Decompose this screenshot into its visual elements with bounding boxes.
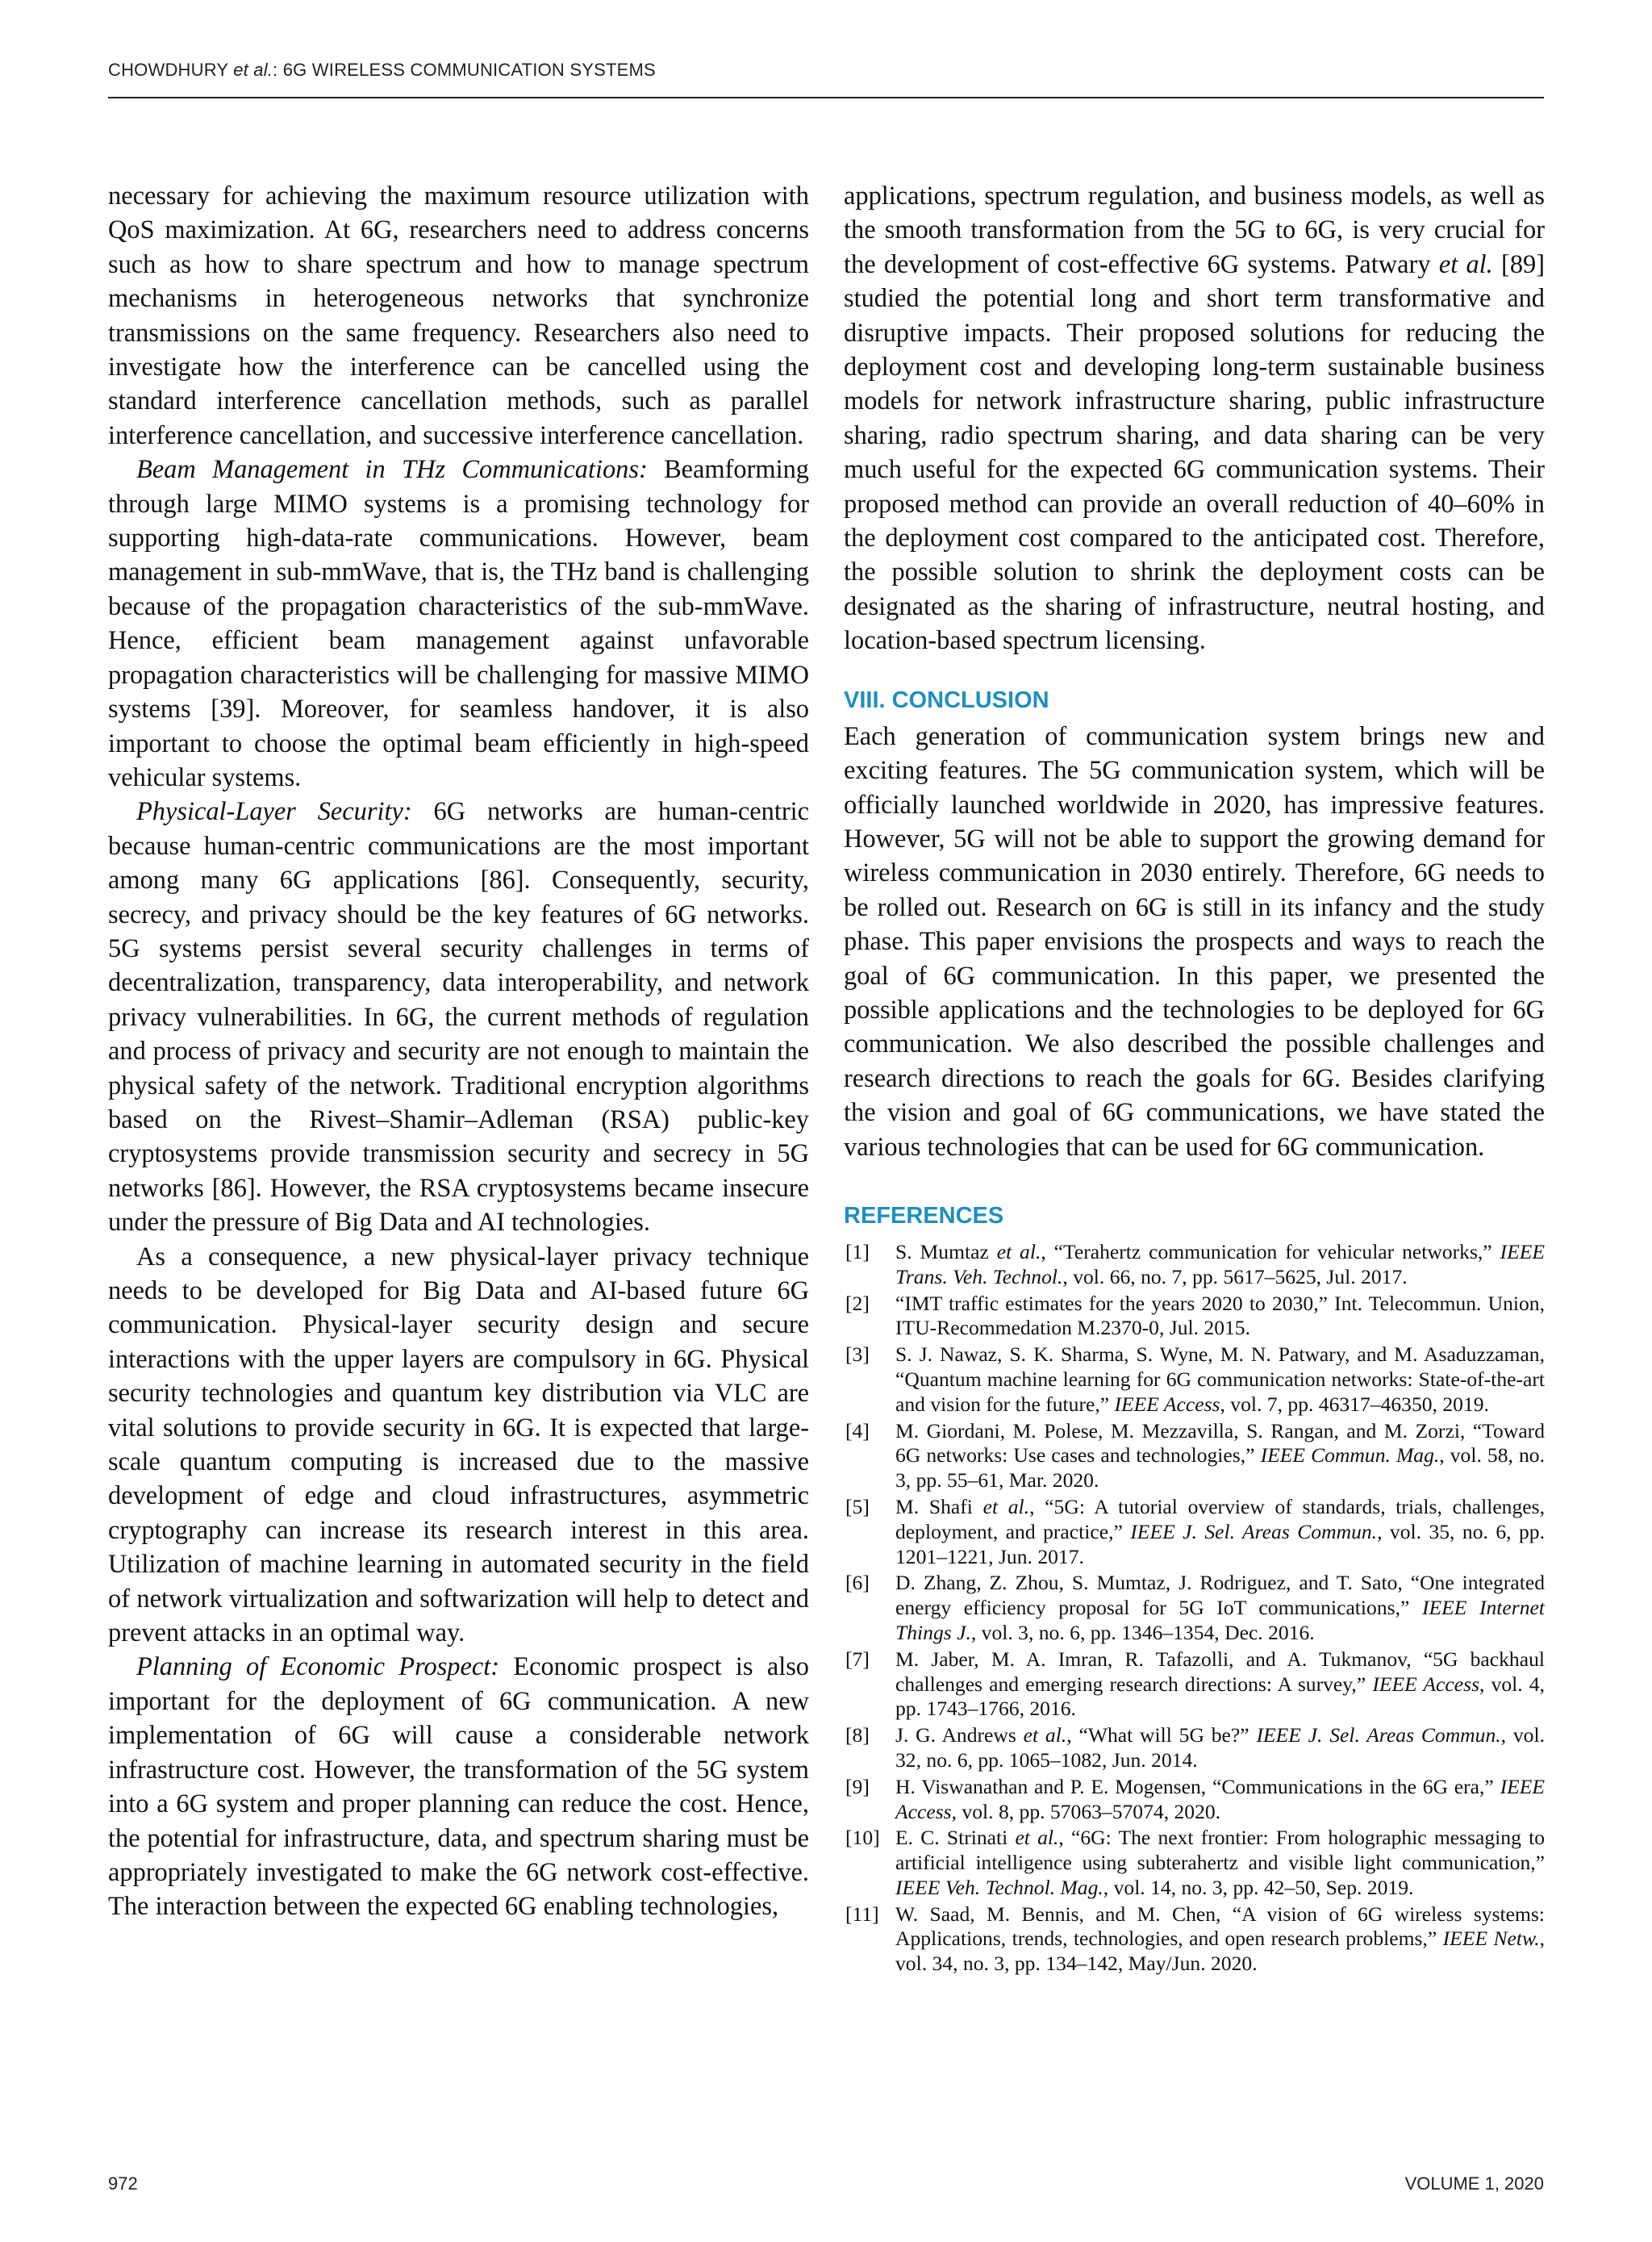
run-in-heading: Beam Management in THz Communications: (136, 455, 648, 485)
header-title: : 6G WIRELESS COMMUNICATION SYSTEMS (273, 60, 656, 80)
reference-item: [11] W. Saad, M. Bennis, and M. Chen, “A vision of 6G wireless systems: Applications, trends, technologies, and open research problems,” IEEE Netw., vol. 34, no. 3, pp. 134–142, May/Jun. 2020. (845, 1902, 1545, 1976)
reference-number: [11] (845, 1902, 879, 1926)
reference-item: [8] J. G. Andrews et al., “What will 5G be?” IEEE J. Sel. Areas Commun., vol. 32, no. 6, pp. 1065–1082, Jun. 2014. (845, 1723, 1545, 1772)
header-authors: CHOWDHURY (108, 60, 234, 80)
running-header (108, 60, 1544, 81)
reference-number: [1] (845, 1239, 870, 1263)
header-et-al: et al. (233, 60, 273, 80)
reference-number: [10] (845, 1826, 880, 1850)
reference-number: [2] (845, 1291, 870, 1315)
paragraph-beam-management: Beam Management in THz Communications: Beamforming through large MIMO systems is a promising technology for supporting high-data-rate communications. However, beam management in sub-mmWave, that is, the THz band is challenging because of the propagation characteristics of the sub-mmWave. Hence, efficient beam management against unfavorable propagation characteristics will be challenging for massive MIMO systems [39]. Moreover, for seamless handover, it is also important to choose the optimal beam efficiently in high-speed vehicular systems. (108, 455, 809, 792)
reference-item: [3] S. J. Nawaz, S. K. Sharma, S. Wyne, M. N. Patwary, and M. Asaduzzaman, “Quantum machine learning for 6G communication networks: State-of-the-art and vision for the future,” IEEE Access, vol. 7, pp. 46317–46350, 2019. (845, 1342, 1545, 1416)
references-heading: REFERENCES (844, 1202, 1004, 1229)
paragraph-privacy-technique: As a consequence, a new physical-layer privacy technique needs to be developed for Big Data and AI-based future 6G communication. Physical-layer security design and secure interactions with the upper layers are compulsory in 6G. Physical security technologies and quantum key distribution via VLC are vital solutions to provide security in 6G. It is expected that large-scale quantum computing is increased due to the massive development of edge and cloud infrastructures, asymmetric cryptography can increase its research interest in this area. Utilization of machine learning in automated security in the field of network virtualization and softwarization will help to detect and prevent attacks in an optimal way. (108, 1242, 809, 1648)
volume-label: VOLUME 1, 2020 (1404, 2173, 1544, 2194)
page-number: 972 (108, 2173, 138, 2194)
reference-number: [6] (845, 1571, 870, 1595)
reference-number: [8] (845, 1723, 870, 1747)
conclusion-heading: VIII. CONCLUSION (844, 687, 1049, 713)
left-column (108, 179, 809, 1924)
conclusion-paragraph: Each generation of communication system brings new and exciting features. The 5G communication system, which will be officially launched worldwide in 2020, has impressive features. However, 5G will not be able to support the growing demand for wireless communication in 2030 entirely. Therefore, 6G needs to be rolled out. Research on 6G is still in its infancy and the study phase. This paper envisions the prospects and ways to reach the goal of 6G communication. In this paper, we presented the possible applications and the technologies to be deployed for 6G communication. We also described the possible challenges and research directions to reach the goals for 6G. Besides clarifying the vision and goal of 6G communications, we have stated the various technologies that can be used for 6G communication. (844, 721, 1545, 1162)
paragraph-physical-layer-security: Physical-Layer Security: 6G networks are human-centric because human-centric communications are the most important among many 6G applications [86]. Consequently, security, secrecy, and privacy should be the key features of 6G networks. 5G systems persist several security challenges in terms of decentralization, transparency, data interoperability, and network privacy vulnerabilities. In 6G, the current methods of regulation and process of privacy and security are not enough to maintain the physical safety of the network. Traditional encryption algorithms based on the Rivest–Shamir–Adleman (RSA) public-key cryptosystems provide transmission security and secrecy in 5G networks [86]. However, the RSA cryptosystems became insecure under the pressure of Big Data and AI technologies. (108, 797, 809, 1238)
reference-number: [7] (845, 1647, 870, 1671)
reference-item: [7] M. Jaber, M. A. Imran, R. Tafazolli, and A. Tukmanov, “5G backhaul challenges and emerging research directions: A survey,” IEEE Access, vol. 4, pp. 1743–1766, 2016. (845, 1647, 1545, 1721)
reference-number: [5] (845, 1494, 870, 1518)
run-in-heading: Planning of Economic Prospect: (136, 1652, 500, 1682)
reference-item: [4] M. Giordani, M. Polese, M. Mezzavilla, S. Rangan, and M. Zorzi, “Toward 6G networks: Use cases and technologies,” IEEE Commun. Mag., vol. 58, no. 3, pp. 55–61, Mar. 2020. (845, 1418, 1545, 1493)
reference-number: [4] (845, 1418, 870, 1442)
reference-item: [2] “IMT traffic estimates for the years 2020 to 2030,” Int. Telecommun. Union, ITU-Recommedation M.2370-0, Jul. 2015. (845, 1291, 1545, 1340)
reference-item: [9] H. Viswanathan and P. E. Mogensen, “Communications in the 6G era,” IEEE Access, vol. 8, pp. 57063–57074, 2020. (845, 1774, 1545, 1823)
reference-number: [3] (845, 1342, 870, 1367)
run-in-heading: Physical-Layer Security: (136, 797, 412, 827)
header-rule (108, 97, 1544, 98)
reference-item: [1] S. Mumtaz et al., “Terahertz communication for vehicular networks,” IEEE Trans. Veh. Technol., vol. 66, no. 7, pp. 5617–5625, Jul. 2017. (845, 1239, 1545, 1288)
references-list (844, 1240, 1545, 1977)
reference-item: [5] M. Shafi et al., “5G: A tutorial overview of standards, trials, challenges, deployment, and practice,” IEEE J. Sel. Areas Commun., vol. 35, no. 6, pp. 1201–1221, Jun. 2017. (845, 1494, 1545, 1568)
right-column (844, 179, 1545, 1978)
paragraph-economic-prospect: Planning of Economic Prospect: Economic prospect is also important for the deployment of 6G communication. A new implementation of 6G will cause a considerable network infrastructure cost. However, the transformation of the 5G system into a 6G system and proper planning can reduce the cost. Hence, the potential for infrastructure, data, and spectrum sharing must be appropriately investigated to make the 6G network cost-effective. The interaction between the expected 6G enabling technologies, (108, 1652, 809, 1922)
reference-item: [6] D. Zhang, Z. Zhou, S. Mumtaz, J. Rodriguez, and T. Sato, “One integrated energy efficiency proposal for 5G IoT communications,” IEEE Internet Things J., vol. 3, no. 6, pp. 1346–1354, Dec. 2016. (845, 1571, 1546, 1644)
paragraph-spectrum-interference: necessary for achieving the maximum resource utilization with QoS maximization. At 6G, researchers need to address concerns such as how to share spectrum and how to manage spectrum mechanisms in heterogeneous networks that synchronize transmissions on the same frequency. Researchers also need to investigate how the interference can be cancelled using the standard interference cancellation methods, such as parallel interference cancellation, and successive interference cancellation. (108, 182, 809, 450)
paragraph-economic-continued: applications, spectrum regulation, and business models, as well as the smooth transformation from the 5G to 6G, is very crucial for the development of cost-effective 6G systems. Patwary et al. [89] studied the potential long and short term transformative and disruptive impacts. Their proposed solutions for reducing the deployment cost and developing long-term sustainable business models for network infrastructure sharing, public infrastructure sharing, radio spectrum sharing, and data sharing can be very much useful for the expected 6G communication systems. Their proposed method can provide an overall reduction of 40–60% in the deployment cost compared to the anticipated cost. Therefore, the possible solution to shrink the deployment costs can be designated as the sharing of infrastructure, neutral hosting, and location-based spectrum licensing. (844, 182, 1546, 656)
reference-number: [9] (845, 1774, 870, 1798)
reference-item: [10] E. C. Strinati et al., “6G: The next frontier: From holographic messaging to artificial intelligence using subterahertz and visible light communication,” IEEE Veh. Technol. Mag., vol. 14, no. 3, pp. 42–50, Sep. 2019. (845, 1826, 1545, 1899)
